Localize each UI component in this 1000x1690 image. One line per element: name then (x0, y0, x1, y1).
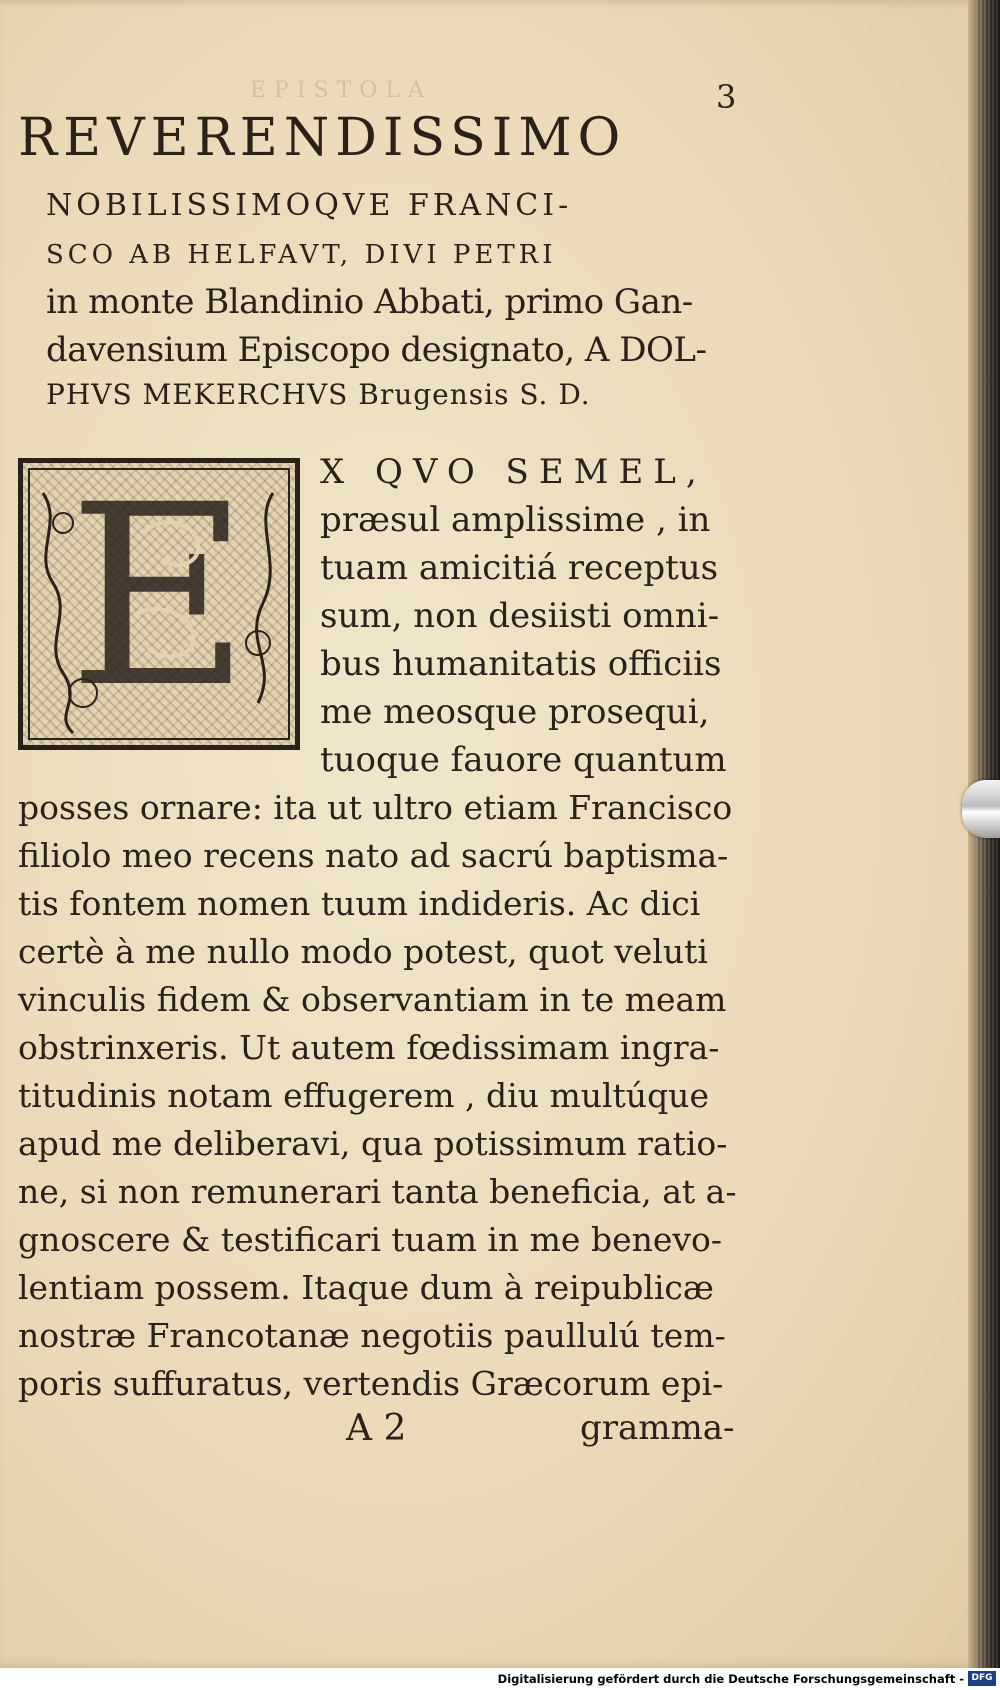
page-clip (962, 780, 1000, 838)
body-text-line: filiolo meo recens nato ad sacrú baptisma- (18, 836, 729, 875)
body-text-line: poris suffuratus, vertendis Græcorum epi- (18, 1364, 724, 1403)
heading-line: REVERENDISSIMO (18, 108, 627, 168)
initial-letter: E (67, 463, 251, 742)
body-text-line: tis fontem nomen tuum indideris. Ac dici (18, 884, 701, 923)
heading-line: SCO AB HELFAVT, DIVI PETRI (46, 240, 557, 270)
body-text-line: ne, si non remunerari tanta beneficia, at a- (18, 1172, 737, 1211)
page-number: 3 (716, 78, 737, 116)
decorated-initial (18, 458, 300, 750)
catchword: gramma- (580, 1408, 735, 1448)
dropcap-text-line: tuam amicitiá receptus (320, 548, 719, 588)
funding-credit: Digitalisierung gefördert durch die Deutsche Forschungsgemeinschaft - (497, 1672, 964, 1686)
dropcap-text-line: præsul amplissime , in (320, 500, 711, 540)
heading-line: davensium Episcopo designato, A DOL- (46, 330, 707, 370)
bleed-through-header: EPISTOLA (250, 78, 432, 103)
body-text-line: nostræ Francotanæ negotiis paullulú tem- (18, 1316, 726, 1355)
body-text-line: posses ornare: ita ut ultro etiam Francisco (18, 788, 733, 827)
body-text-line: titudinis notam effugerem , diu multúque (18, 1076, 709, 1115)
dropcap-text-line: me meosque prosequi, (320, 692, 710, 732)
decorated-initial-letter (23, 463, 295, 745)
dropcap-text-line: X QVO SEMEL, (320, 452, 707, 492)
dropcap-text-line: bus humanitatis officiis (320, 644, 722, 684)
body-text-line: obstrinxeris. Ut autem fœdissimam ingra- (18, 1028, 720, 1067)
dfg-logo: DFG (968, 1671, 996, 1686)
heading-line: in monte Blandinio Abbati, primo Gan- (46, 282, 693, 322)
heading-line: PHVS MEKERCHVS Brugensis S. D. (46, 378, 591, 411)
dropcap-text-line: sum, non desiisti omni- (320, 596, 720, 636)
body-text-line: apud me deliberavi, qua potissimum ratio- (18, 1124, 728, 1163)
body-text-line: vinculis fidem & observantiam in te meam (18, 980, 727, 1019)
heading-line: NOBILISSIMOQVE FRANCI- (46, 188, 573, 223)
body-text-line: certè à me nullo modo potest, quot veluti (18, 932, 708, 971)
signature-mark: A 2 (346, 1408, 407, 1449)
body-text-line: gnoscere & testificari tuam in me benevo- (18, 1220, 723, 1259)
body-text-line: lentiam possem. Itaque dum à reipublicæ (18, 1268, 714, 1307)
dropcap-text-line: tuoque fauore quantum (320, 740, 727, 780)
